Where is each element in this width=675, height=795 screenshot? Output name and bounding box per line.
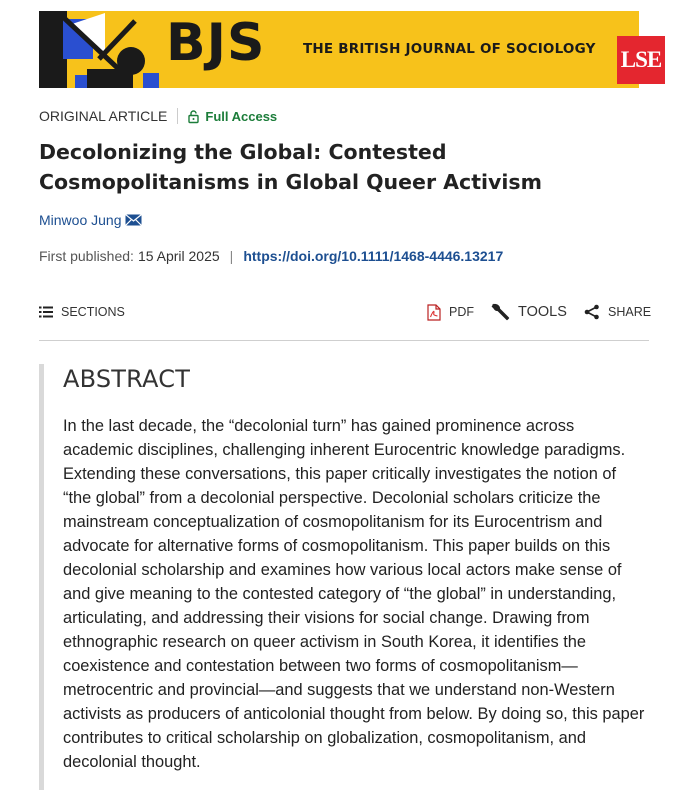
toolbar-divider: [39, 340, 649, 341]
tools-label: TOOLS: [518, 304, 567, 320]
pdf-label: PDF: [449, 305, 474, 319]
share-button[interactable]: [584, 300, 651, 324]
share-icon: [584, 304, 600, 320]
abstract-heading: ABSTRACT: [63, 365, 191, 393]
pdf-button[interactable]: [427, 300, 474, 324]
wrench-icon: [490, 302, 510, 322]
pub-separator: |: [229, 248, 234, 264]
abstract-text: In the last decade, the “decolonial turn” has gained prominence across academic disciplines, challenging inherent Eurocentric knowledge paradigms. Extending these conversations, this paper critically investigates the notion of “the global” from a decolonial perspective. Decolonial scholars criticize the mainstream conceptualization of cosmopolitanism for its Eurocentrism and advocate for alternative forms of cosmopolitanism. This paper builds on this decolonial scholarship and examines how various local actors make sense of and give meaning to the contested category of “the global” in understanding, articulating, and addressing their visions for social change. Drawing from ethnographic research on queer activism in South Korea, it identifies the coexistence and contestation between two forms of cosmopolitanism—metrocentric and provincial—and suggests that we understand non-Western activists as producers of anticolonial thought from below. By doing so, this paper contributes to critical scholarship on globalization, cosmopolitanism, and decolonial thought.: [63, 417, 645, 771]
author-line: [39, 212, 142, 228]
sections-button[interactable]: [39, 300, 125, 324]
published-label: First published:: [39, 248, 134, 264]
banner-artwork-icon: [39, 11, 159, 88]
article-toolbar: [39, 300, 652, 326]
sections-label: SECTIONS: [61, 305, 125, 319]
tools-button[interactable]: [490, 300, 567, 324]
article-meta: [39, 108, 277, 124]
publication-info: [39, 248, 503, 264]
pdf-icon: [427, 304, 441, 321]
list-icon: [39, 306, 53, 318]
published-date: 15 April 2025: [137, 248, 220, 264]
abstract-accent-bar: [39, 364, 44, 790]
journal-logo-text: BJS: [166, 13, 266, 73]
access-badge: [188, 109, 277, 124]
article-type: ORIGINAL ARTICLE: [39, 108, 168, 124]
doi-link[interactable]: https://doi.org/10.1111/1468-4446.13217: [243, 248, 504, 264]
publisher-badge[interactable]: LSE: [617, 36, 665, 84]
access-label: Full Access: [205, 108, 278, 124]
mail-icon[interactable]: [125, 214, 142, 226]
author-link[interactable]: Minwoo Jung: [39, 212, 122, 228]
journal-banner[interactable]: [39, 11, 662, 88]
article-title: Decolonizing the Global: Contested Cosmopolitanisms in Global Queer Activism: [39, 140, 542, 194]
share-label: SHARE: [608, 305, 652, 319]
lock-icon: [188, 110, 199, 123]
meta-divider: [177, 108, 178, 124]
journal-name: THE BRITISH JOURNAL OF SOCIOLOGY: [303, 41, 596, 57]
